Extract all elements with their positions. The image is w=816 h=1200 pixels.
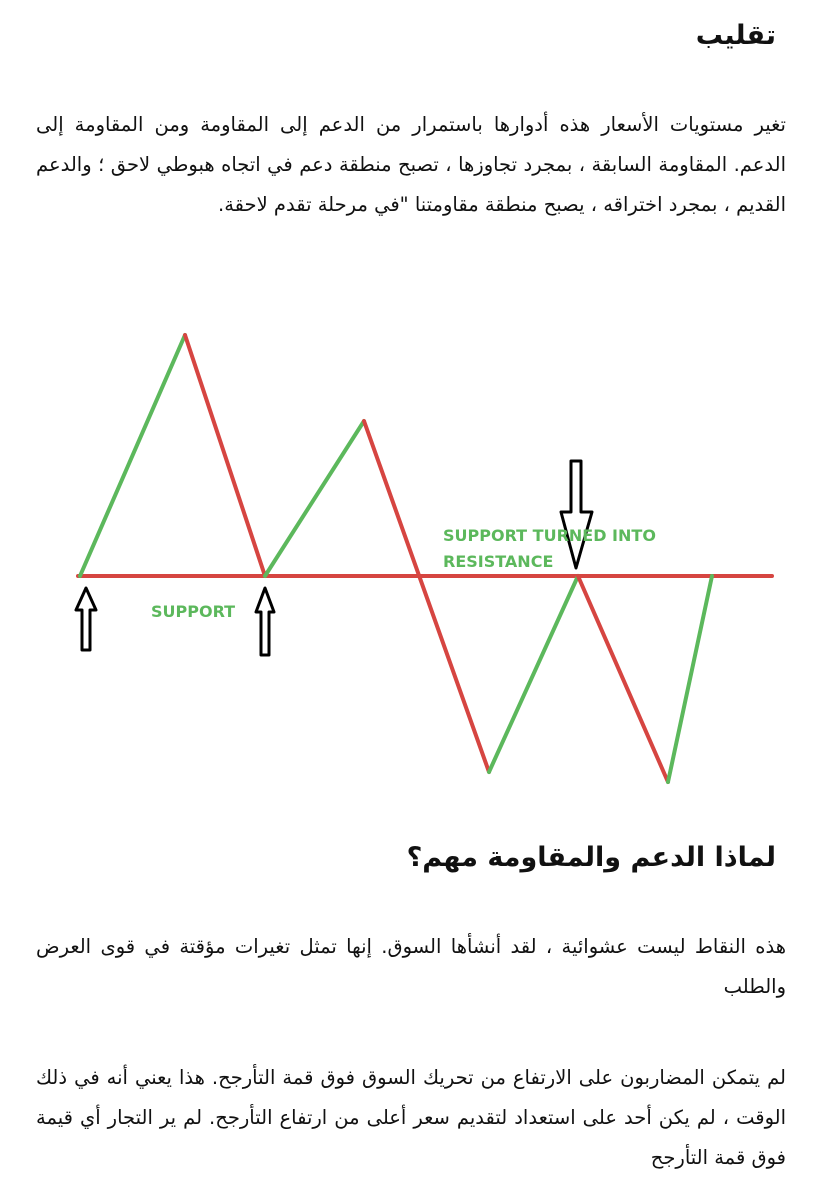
why-paragraph-2: لم يتمكن المضاربون على الارتفاع من تحريك السوق فوق قمة التأرجح. هذا يعني أنه في ذلك الوقت ، لم يكن أحد على استعداد لتقديم سعر أعلى من ارتفاع التأرجح. لم ير التجار أي قيمة فوق قمة التأرجح [36, 1066, 786, 1169]
price-down-segment [185, 335, 265, 576]
up-arrow-icon [76, 588, 96, 650]
price-down-segment [364, 421, 489, 772]
price-down-segment [578, 576, 668, 782]
section-title-flip: تقليب [695, 20, 776, 51]
price-up-segment [489, 576, 578, 772]
price-up-segment [265, 421, 364, 576]
support-label: SUPPORT [151, 602, 236, 621]
section-title-why-important: لماذا الدعم والمقاومة مهم؟ [406, 842, 776, 873]
resistance-label-line1: SUPPORT TURNED INTO [443, 526, 656, 545]
price-up-segment [668, 576, 712, 782]
support-resistance-diagram [0, 300, 816, 810]
flip-paragraph: تغير مستويات الأسعار هذه أدوارها باستمرار من الدعم إلى المقاومة ومن المقاومة إلى الدعم. المقاومة السابقة ، بمجرد تجاوزها ، تصبح منطقة دعم في اتجاه هبوطي لاحق ؛ والدعم القديم ، بمجرد اختراقه ، يصبح منطقة مقاومتنا "في مرحلة تقدم لاحقة. [36, 113, 786, 216]
price-up-segment [80, 335, 185, 576]
resistance-label-line2: RESISTANCE [443, 552, 554, 571]
up-arrow-icon [256, 588, 274, 655]
why-paragraph-1: هذه النقاط ليست عشوائية ، لقد أنشأها السوق. إنها تمثل تغيرات مؤقتة في قوى العرض والطلب [36, 935, 786, 998]
down-arrow-icon [561, 461, 592, 568]
